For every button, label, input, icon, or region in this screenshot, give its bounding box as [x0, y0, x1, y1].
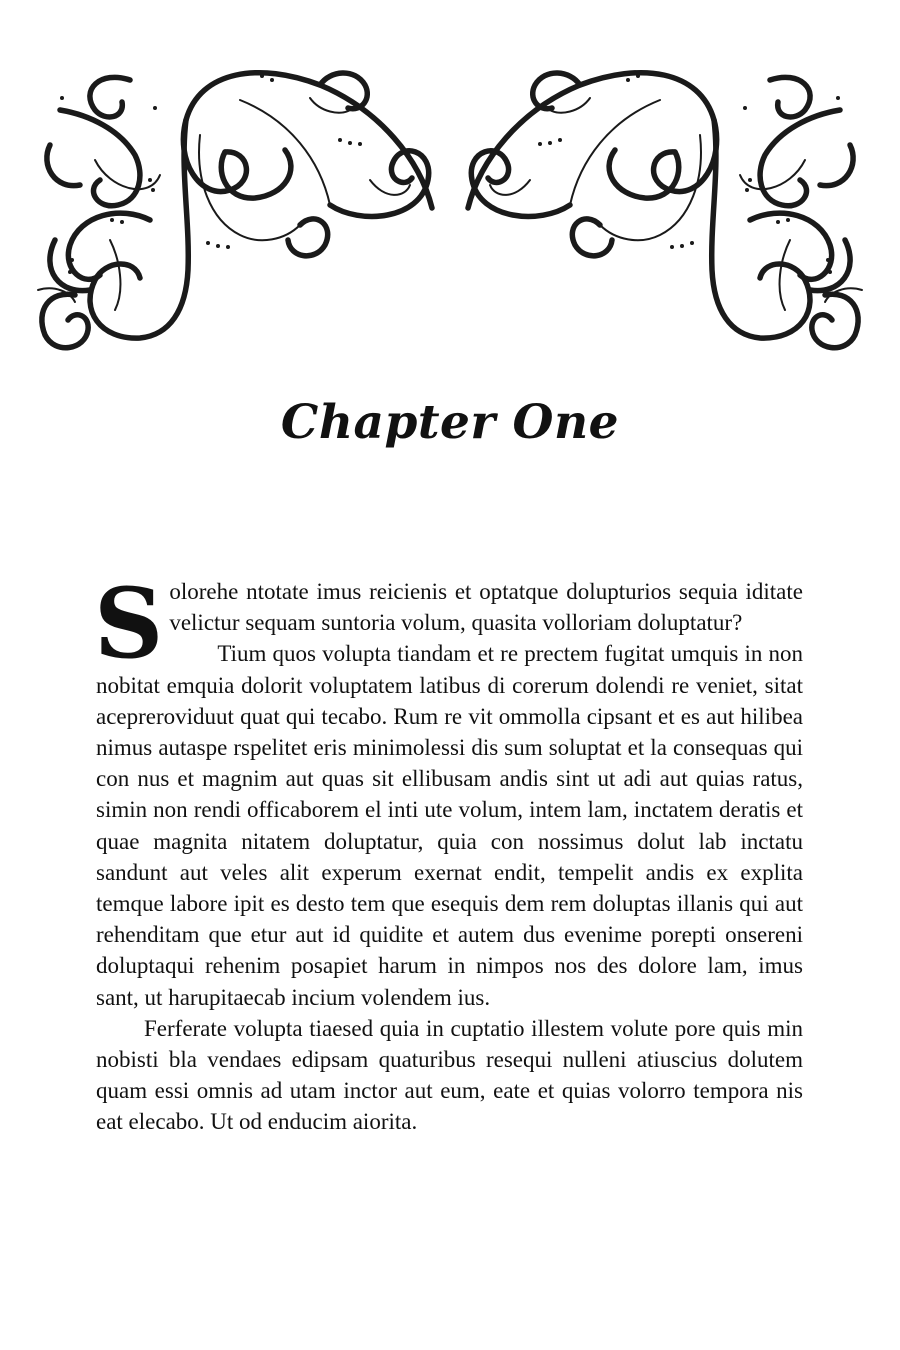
flourish-ornament — [0, 40, 900, 360]
paragraph-opening — [94, 567, 803, 680]
drop-cap: S — [94, 567, 164, 680]
flourish-ornament-icon — [0, 40, 900, 360]
paragraph-2: Tium quos volupta tiandam et re prectem fugitat umquis in non nobitat emquia dolorit voluptatem latibus di corerum dolendi re veniet, sitat acepreroviduut quat qui tecabo. Rum re vit ommolla cipsant et es aut hilibea nimus autaspe rspelitet eris minimolessi dis sum soluptat et la consequas qui con nus et magnim aut quas sit ellibusam andis sint ut adi aut quias ratus, simin non rendi officaborem el inti ute volum, intem lam, inctatem deratis et quae magnita nitatem doluptatur, quia con nossimus dolut lab inctatu sandunt aut veles alit experum exernat endit, tempelit andis ex explita temque labore ipit es desto tem que esequis dem rem doluptas illanis qui aut rehenditam que etur aut id quidite et autem dus evenime porepti onsereni doluptaqui rehenim posapiet harum in nimpos nos des dolore lam, imus sant, ut harupitaecab incium volendem ius. — [96, 641, 803, 1010]
chapter-body — [94, 567, 803, 1138]
chapter-title: Chapter One — [280, 395, 620, 450]
paragraph-1-text: olorehe ntotate imus reicienis et optatque dolupturios sequia iditate velictur sequam suntoria volum, quasita volloriam doluptatur? — [169, 579, 803, 636]
paragraph-3: Ferferate volupta tiaesed quia in cuptatio illestem volute pore quis min nobisti bla vendaes edipsam quaturibus resequi nulleni atiuscius dolutem quam essi omnis ad utam inctor aut eum, eate et quias volorro tempora nis eat elecabo. Ut od enducim aiorita. — [96, 1015, 803, 1135]
